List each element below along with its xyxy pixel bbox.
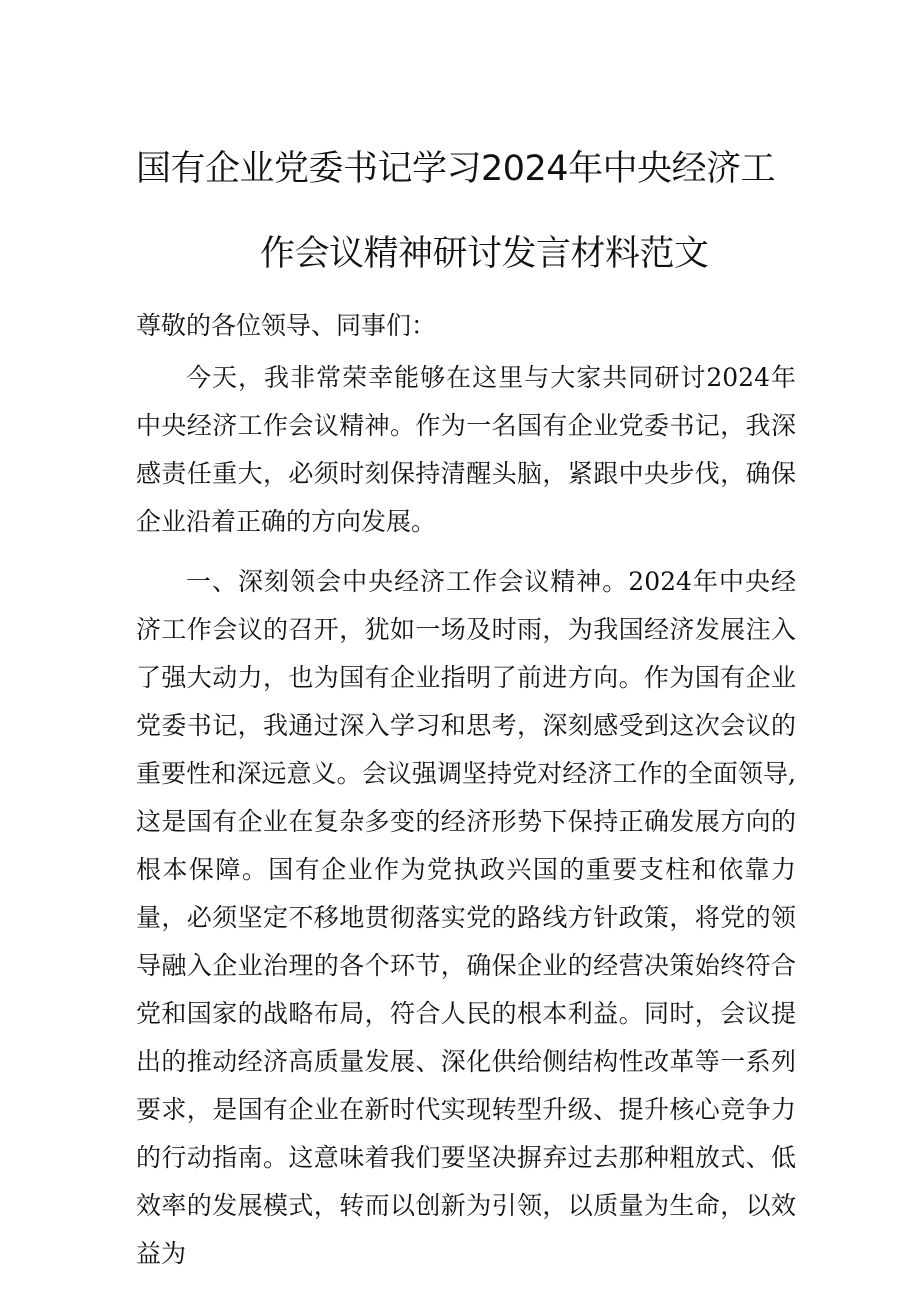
paragraph-intro: 今天，我非常荣幸能够在这里与大家共同研讨2024年中央经济工作会议精神。作为一名国有企业党委书记，我深感责任重大，必须时刻保持清醒头脑，紧跟中央步伐，确保企业沿着正确的方向发展。	[136, 363, 796, 536]
salutation: 尊敬的各位领导、同事们：	[136, 311, 437, 340]
paragraph-section-1: 一、深刻领会中央经济工作会议精神。2024年中央经济工作会议的召开，犹如一场及时雨，为我国经济发展注入了强大动力，也为国有企业指明了前进方向。作为国有企业党委书记，我通过深入学习和思考，深刻感受到这次会议的重要性和深远意义。会议强调坚持党对经济工作的全面领导,这是国有企业在复杂多变的经济形势下保持正确发展方向的根本保障。国有企业作为党执政兴国的重要支柱和依靠力量，必须坚定不移地贯彻落实党的路线方针政策，将党的领导融入企业治理的各个环节，确保企业的经营决策始终符合党和国家的战略布局，符合人民的根本利益。同时，会议提出的推动经济高质量发展、深化供给侧结构性改革等一系列要求，是国有企业在新时代实现转型升级、提升核心竞争力的行动指南。这意味着我们要坚决摒弃过去那种粗放式、低效率的发展模式，转而以创新为引领，以质量为生命，以效益为	[136, 567, 796, 1268]
document-title-line-2: 作会议精神研讨发言材料范文	[260, 234, 709, 274]
document-title-line-1: 国有企业党委书记学习2024年中央经济工	[136, 149, 776, 189]
